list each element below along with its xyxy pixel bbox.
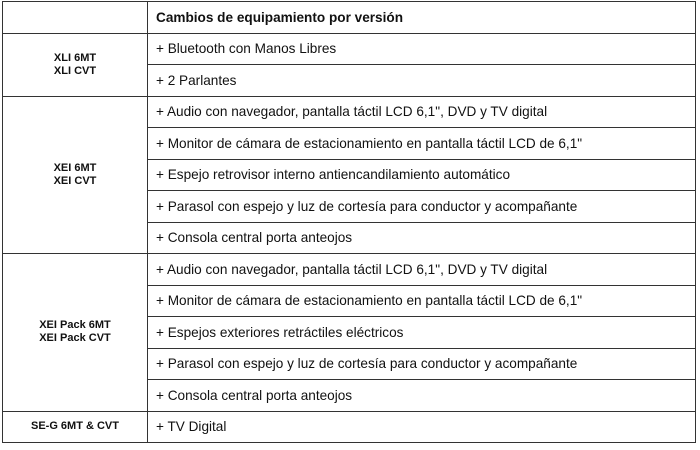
equipment-item: + Monitor de cámara de estacionamiento en pantalla táctil LCD de 6,1" (148, 128, 696, 160)
version-cell-xei-pack (3, 254, 148, 412)
equipment-item: + Parasol con espejo y luz de cortesía para conductor y acompañante (148, 348, 696, 380)
table-row (3, 411, 696, 443)
equipment-item: + Audio con navegador, pantalla táctil LCD 6,1", DVD y TV digital (148, 96, 696, 128)
equipment-item: + Consola central porta anteojos (148, 380, 696, 412)
table-row (3, 96, 696, 128)
equipment-item: + Consola central porta anteojos (148, 222, 696, 254)
version-cell-xli (3, 33, 148, 96)
table-row (3, 254, 696, 286)
equipment-item: + Espejo retrovisor interno antiencandilamiento automático (148, 159, 696, 191)
version-line: XLI CVT (53, 64, 97, 77)
header-corner-cell (3, 2, 148, 34)
equipment-item: + Bluetooth con Manos Libres (148, 33, 696, 65)
version-line: XEI CVT (53, 174, 97, 187)
table-row (3, 33, 696, 65)
equipment-item: + TV Digital (148, 411, 696, 443)
equipment-item: + Monitor de cámara de estacionamiento en pantalla táctil LCD de 6,1" (148, 285, 696, 317)
header-row (3, 2, 696, 34)
version-line: SE-G 6MT & CVT (30, 420, 119, 433)
equipment-item: + Parasol con espejo y luz de cortesía para conductor y acompañante (148, 191, 696, 223)
equipment-item: + Audio con navegador, pantalla táctil LCD 6,1", DVD y TV digital (148, 254, 696, 286)
version-cell-se-g (3, 411, 148, 443)
equipment-item: + 2 Parlantes (148, 65, 696, 97)
version-line: XEI Pack 6MT (39, 319, 111, 332)
version-line: XEI 6MT (53, 161, 97, 174)
version-cell-xei (3, 96, 148, 254)
equipment-changes-table (2, 1, 696, 443)
version-line: XEI Pack CVT (39, 332, 111, 345)
header-title: Cambios de equipamiento por versión (148, 2, 696, 34)
version-line: XLI 6MT (53, 51, 97, 64)
equipment-item: + Espejos exteriores retráctiles eléctricos (148, 317, 696, 349)
